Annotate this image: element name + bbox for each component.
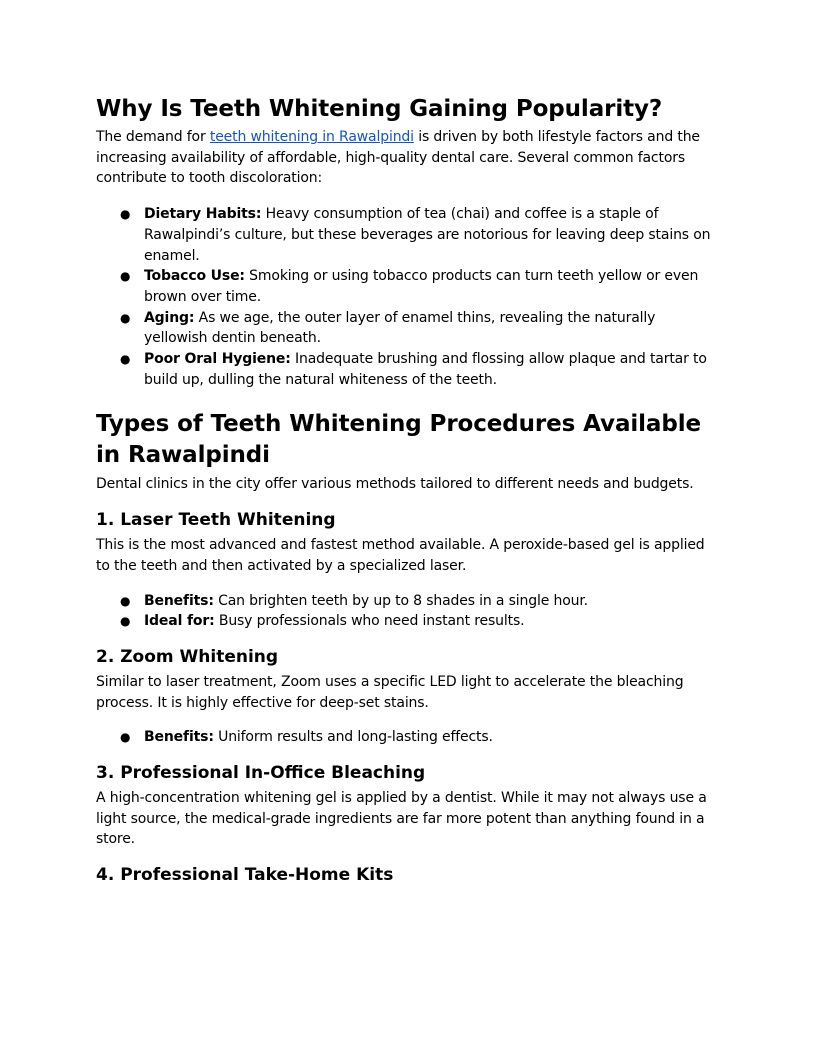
- list-item-label: Benefits:: [144, 592, 214, 609]
- zoom-benefits-list: [96, 727, 722, 748]
- list-item: [96, 266, 722, 307]
- discoloration-factors-list: [96, 204, 722, 390]
- document-page: [96, 94, 722, 890]
- list-item-label: Ideal for:: [144, 613, 215, 630]
- bullet-icon: ●: [120, 614, 131, 629]
- list-item: [96, 308, 722, 349]
- bullet-icon: ●: [120, 730, 131, 745]
- list-item-label: Poor Oral Hygiene:: [144, 351, 291, 368]
- subheading-in-office-bleaching: 3. Professional In-Office Bleaching: [96, 763, 426, 784]
- bullet-icon: ●: [120, 310, 131, 325]
- list-item-label: Dietary Habits:: [144, 206, 262, 223]
- list-item-text: Can brighten teeth by up to 8 shades in a single hour.: [213, 592, 588, 609]
- intro-text-before-link: The demand for: [96, 129, 210, 145]
- list-item-text: As we age, the outer layer of enamel thins, revealing the naturally yellowish dentin beneath.: [144, 309, 656, 347]
- subheading-laser-whitening: 1. Laser Teeth Whitening: [96, 510, 336, 531]
- bullet-icon: ●: [120, 593, 131, 608]
- laser-benefits-list: [96, 591, 722, 632]
- section-intro-procedures: Dental clinics in the city offer various methods tailored to different needs and budgets.: [96, 476, 694, 493]
- bullet-icon: ●: [120, 207, 131, 222]
- teeth-whitening-rawalpindi-link[interactable]: teeth whitening in Rawalpindi: [209, 129, 414, 145]
- section-intro-popularity: [96, 127, 722, 189]
- list-item-text: Inadequate brushing and flossing allow plaque and tartar to build up, dulling the natural whiteness of the teeth.: [144, 351, 707, 388]
- list-item-label: Tobacco Use:: [144, 268, 245, 285]
- bullet-icon: ●: [120, 269, 131, 284]
- section-heading-procedures: Types of Teeth Whitening Procedures Available in Rawalpindi: [96, 411, 702, 469]
- list-item-text: Busy professionals who need instant results.: [214, 613, 525, 630]
- paragraph-in-office-bleaching: A high-concentration whitening gel is applied by a dentist. While it may not always use a light source, the medical-grade ingredients are far more potent than anything found in a store.: [96, 790, 707, 848]
- list-item: [96, 591, 722, 612]
- list-item-label: Benefits:: [144, 729, 214, 746]
- bullet-icon: ●: [120, 352, 131, 367]
- list-item-text: Smoking or using tobacco products can turn teeth yellow or even brown over time.: [144, 268, 699, 305]
- list-item: [96, 204, 722, 266]
- subheading-zoom-whitening: 2. Zoom Whitening: [96, 646, 279, 667]
- list-item-text: Uniform results and long-lasting effects.: [213, 729, 493, 746]
- list-item-label: Aging:: [144, 309, 195, 326]
- list-item-text: Heavy consumption of tea (chai) and coffee is a staple of Rawalpindi’s culture, but these beverages are notorious for leaving deep stains on enamel.: [144, 206, 711, 264]
- paragraph-laser-whitening: This is the most advanced and fastest method available. A peroxide-based gel is applied to the teeth and then activated by a specialized laser.: [96, 537, 705, 574]
- list-item: [96, 611, 722, 632]
- list-item: [96, 727, 722, 748]
- subheading-take-home-kits: 4. Professional Take-Home Kits: [96, 865, 394, 886]
- paragraph-zoom-whitening: Similar to laser treatment, Zoom uses a specific LED light to accelerate the bleaching process. It is highly effective for deep-set stains.: [96, 673, 684, 711]
- list-item: [96, 349, 722, 390]
- intro-text-after-link: is driven by both lifestyle factors and the increasing availability of affordable, high-quality dental care. Several common factors contribute to tooth discoloration:: [96, 129, 700, 187]
- section-heading-popularity: Why Is Teeth Whitening Gaining Popularity?: [96, 96, 663, 122]
